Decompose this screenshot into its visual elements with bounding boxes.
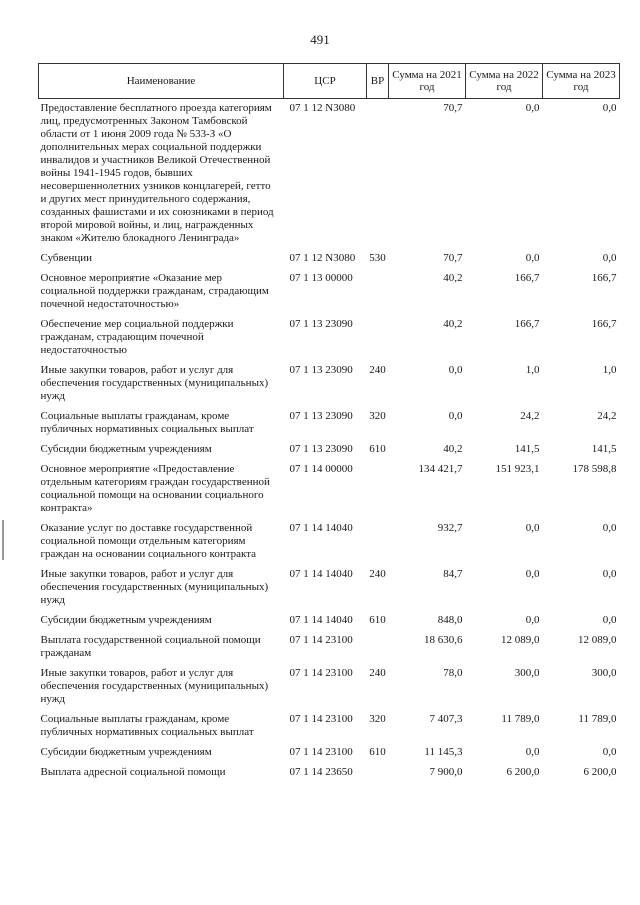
cell-sum-2021: 40,2 [443, 443, 463, 455]
cell-vr [367, 631, 389, 664]
table-row [39, 460, 620, 519]
cell-vr [367, 460, 389, 519]
cell-sum-2022: 166,7 [514, 272, 540, 284]
header-sum-2023: Сумма на 2023 год [543, 64, 620, 99]
cell-name: Выплата адресной социальной помощи [40, 766, 226, 778]
cell-vr [367, 763, 389, 783]
table-row [39, 763, 620, 783]
cell-sum-2021: 0,0 [448, 410, 463, 422]
cell-sum-2023: 141,5 [591, 443, 617, 455]
cell-sum-2021: 40,2 [443, 272, 463, 284]
cell-sum-2021: 0,0 [448, 364, 463, 376]
cell-sum-2023: 6 200,0 [583, 766, 617, 778]
cell-vr: 320 [369, 713, 386, 725]
table-row [39, 565, 620, 611]
cell-csr: 07 1 12 N3080 [289, 102, 356, 114]
cell-sum-2022: 12 089,0 [501, 634, 540, 646]
cell-csr: 07 1 13 23090 [289, 410, 353, 422]
cell-name: Иные закупки товаров, работ и услуг для обеспечения государственных (муниципальных) нужд [40, 568, 269, 606]
cell-name: Субсидии бюджетным учреждениям [40, 443, 212, 455]
cell-csr: 07 1 13 23090 [289, 443, 353, 455]
cell-sum-2022: 0,0 [525, 102, 540, 114]
table-body [39, 99, 620, 784]
cell-sum-2023: 12 089,0 [578, 634, 617, 646]
cell-sum-2022: 6 200,0 [506, 766, 540, 778]
cell-csr: 07 1 13 00000 [289, 272, 353, 284]
cell-sum-2022: 300,0 [514, 667, 540, 679]
cell-name: Обеспечение мер социальной поддержки гражданам, страдающим почечной недостаточностью [40, 318, 234, 356]
cell-sum-2021: 7 900,0 [429, 766, 463, 778]
cell-sum-2022: 11 789,0 [501, 713, 540, 725]
cell-sum-2023: 0,0 [602, 746, 617, 758]
cell-sum-2023: 0,0 [602, 614, 617, 626]
cell-sum-2021: 70,7 [443, 252, 463, 264]
table-row [39, 743, 620, 763]
cell-name: Социальные выплаты гражданам, кроме публичных нормативных социальных выплат [40, 410, 254, 435]
table-row [39, 710, 620, 743]
table-row [39, 269, 620, 315]
cell-csr: 07 1 12 N3080 [289, 252, 356, 264]
cell-vr: 610 [369, 614, 386, 626]
table-row [39, 611, 620, 631]
cell-vr [367, 99, 389, 250]
table-row [39, 519, 620, 565]
table-row [39, 315, 620, 361]
cell-sum-2023: 11 789,0 [578, 713, 617, 725]
cell-csr: 07 1 14 23100 [289, 634, 353, 646]
page-number: 491 [310, 32, 330, 47]
cell-sum-2023: 166,7 [591, 272, 617, 284]
cell-sum-2022: 0,0 [525, 252, 540, 264]
cell-sum-2021: 78,0 [443, 667, 463, 679]
cell-sum-2021: 848,0 [437, 614, 463, 626]
cell-vr: 610 [369, 746, 386, 758]
cell-vr: 240 [369, 364, 386, 376]
header-name: Наименование [39, 64, 284, 99]
cell-name: Иные закупки товаров, работ и услуг для обеспечения государственных (муниципальных) нужд [40, 667, 269, 705]
cell-csr: 07 1 14 00000 [289, 463, 353, 475]
cell-sum-2023: 178 598,8 [572, 463, 617, 475]
header-sum-2022: Сумма на 2022 год [466, 64, 543, 99]
cell-sum-2023: 166,7 [591, 318, 617, 330]
cell-csr: 07 1 14 23100 [289, 713, 353, 725]
cell-sum-2023: 0,0 [602, 522, 617, 534]
cell-sum-2023: 0,0 [602, 568, 617, 580]
cell-csr: 07 1 14 14040 [289, 614, 353, 626]
cell-sum-2022: 1,0 [525, 364, 540, 376]
table-row [39, 440, 620, 460]
table-row [39, 99, 620, 250]
cell-sum-2021: 11 145,3 [424, 746, 463, 758]
cell-vr: 240 [369, 568, 386, 580]
header-vr: ВР [367, 64, 389, 99]
cell-name: Иные закупки товаров, работ и услуг для обеспечения государственных (муниципальных) нужд [40, 364, 269, 402]
header-sum-2021: Сумма на 2021 год [389, 64, 466, 99]
cell-sum-2021: 7 407,3 [429, 713, 463, 725]
cell-csr: 07 1 14 14040 [289, 568, 353, 580]
cell-sum-2021: 84,7 [443, 568, 463, 580]
cell-sum-2023: 0,0 [602, 102, 617, 114]
cell-sum-2022: 0,0 [525, 522, 540, 534]
cell-sum-2021: 18 630,6 [424, 634, 463, 646]
cell-sum-2021: 932,7 [437, 522, 463, 534]
cell-name: Оказание услуг по доставке государственной социальной помощи отдельным категориям граждан на основании социального контракта [40, 522, 257, 560]
cell-sum-2022: 0,0 [525, 568, 540, 580]
cell-name: Субвенции [40, 252, 93, 264]
table-row [39, 664, 620, 710]
table-row [39, 631, 620, 664]
cell-sum-2021: 40,2 [443, 318, 463, 330]
margin-mark [2, 520, 4, 560]
cell-name: Выплата государственной социальной помощи гражданам [40, 634, 261, 659]
cell-vr [367, 315, 389, 361]
cell-vr: 320 [369, 410, 386, 422]
cell-sum-2021: 70,7 [443, 102, 463, 114]
cell-sum-2022: 24,2 [520, 410, 540, 422]
cell-name: Социальные выплаты гражданам, кроме публичных нормативных социальных выплат [40, 713, 254, 738]
cell-sum-2022: 0,0 [525, 746, 540, 758]
cell-sum-2023: 300,0 [591, 667, 617, 679]
cell-name: Предоставление бесплатного проезда категориям лиц, предусмотренных Законом Тамбовской области от 1 июня 2009 года № 533-З «О дополнительных мерах социальной поддержки инвалидов и участников Великой Отечественной войны 1941-1945 годов, бывших несовершеннолетних узников концлагерей, гетто и других мест принудительного содержания, созданных фашистами и их союзниками в период второй мировой войны, и лиц, награжденных знаком «Жителю блокадного Ленинграда» [40, 102, 274, 244]
cell-sum-2023: 24,2 [597, 410, 617, 422]
cell-name: Субсидии бюджетным учреждениям [40, 614, 212, 626]
cell-csr: 07 1 13 23090 [289, 364, 353, 376]
cell-vr [367, 269, 389, 315]
cell-sum-2022: 166,7 [514, 318, 540, 330]
cell-csr: 07 1 14 23100 [289, 667, 353, 679]
cell-csr: 07 1 13 23090 [289, 318, 353, 330]
cell-vr: 610 [369, 443, 386, 455]
cell-vr: 240 [369, 667, 386, 679]
cell-sum-2023: 0,0 [602, 252, 617, 264]
cell-sum-2022: 151 923,1 [495, 463, 540, 475]
cell-name: Основное мероприятие «Оказание мер социальной поддержки гражданам, страдающим почечной недостаточностью» [40, 272, 269, 310]
cell-csr: 07 1 14 23650 [289, 766, 353, 778]
table-row [39, 249, 620, 269]
cell-vr: 530 [369, 252, 386, 264]
cell-name: Субсидии бюджетным учреждениям [40, 746, 212, 758]
header-csr: ЦСР [284, 64, 367, 99]
table-row [39, 407, 620, 440]
cell-sum-2022: 0,0 [525, 614, 540, 626]
cell-csr: 07 1 14 23100 [289, 746, 353, 758]
budget-table [38, 63, 620, 783]
cell-name: Основное мероприятие «Предоставление отдельным категориям граждан государственной социальной помощи на основании социального контракта» [40, 463, 270, 514]
cell-sum-2022: 141,5 [514, 443, 540, 455]
cell-vr [367, 519, 389, 565]
table-row [39, 361, 620, 407]
cell-sum-2023: 1,0 [602, 364, 617, 376]
table-header-row [39, 64, 620, 99]
cell-csr: 07 1 14 14040 [289, 522, 353, 534]
cell-sum-2021: 134 421,7 [418, 463, 463, 475]
